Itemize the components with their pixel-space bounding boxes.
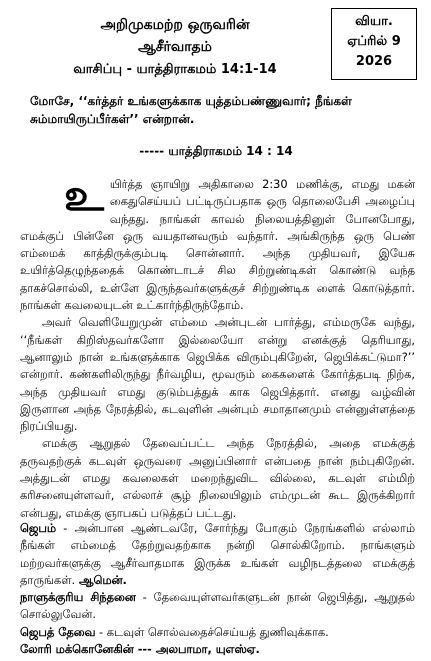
date-month-day: ஏப்ரில் 9: [347, 34, 401, 49]
drop-cap: உ: [64, 170, 104, 221]
author-line: லோரி மக்கொனேகின் --- அலபாமா, யுஎஸ்ஏ.: [20, 642, 260, 657]
closing-section: [20, 520, 415, 658]
key-verse: மோசே, ‘‘கர்த்தர் உங்களுக்காக யுத்தம்பண்ணுவார்; நீங்கள் சும்மாயிருப்பீர்கள்’’ என்றான்.: [30, 94, 352, 126]
body-paragraph-1-text: யிர்த்த ஞாயிறு அதிகாலை 2:30 மணிக்கு, எமது மகன் கைதுசெய்யப் பட்டிருப்பதாக ஒரு தொலைபேசி அழைப்பு வந்தது. நாங்கள் காவல் நிலையத்தினுள் போனபோது, எமக்குப் பின்னே ஒரு வயதானவரும் வந்தார். அங்கிருந்த ஒரு பெண் எம்மைக் காத்திருக்கும்படி சொன்னார். அந்த முதியவர், இயேசு உயிர்த்தெழுந்ததைக் கொண்டாடச் சில சிற்றுண்டிகள் கொண்டு வந்த தாகச்சொல்லி, உள்ளே இருந்தவர்களுக்குச் சிற்றுண்டிக ளைக் கொடுத்தார். நாங்கள் கவலையுடன் உட்கார்ந்திருந்தோம்.: [20, 177, 415, 313]
prayer-paragraph: [20, 520, 415, 589]
prayer-need-label: ஜெபத் தேவை: [20, 624, 96, 639]
prayer-amen: ஆமென்.: [75, 572, 127, 587]
date-year: 2026: [355, 54, 393, 69]
prayer-label: ஜெபம்: [20, 521, 57, 535]
body-paragraph-2: அவர் வெளியேறுமுன் எம்மை அன்புடன் பார்த்து, எம்மருகே வந்து, ‘‘நீங்கள் கிறிஸ்தவர்களோ இல்லையோ என்று எனக்குத் தெரியாது, ஆனாலும் நான் உங்களுக்காக ஜெபிக்க விரும்புகிறேன், ஜெபிக்கட்டுமா?’’ என்றார். கண்களிலிருந்து நீர்வழிய, மூவரும் கைகளைக் கோர்த்தபடி நிற்க, அந்த முதியவர் எமது குடும்பத்துக் காக ஜெபித்தார். எனது வழ்வின் இருளான அந்த நேரத்தில், கடவுளின் அன்பும் சமாதானமும் என்னுள்ளத்தை நிரப்பியது.: [20, 315, 415, 434]
body-paragraph-3: எமக்கு ஆறுதல் தேவைப்பட்ட அந்த நேரத்தில், அதை எமக்குத் தருவதற்குக் கடவுள் ஒருவரை அனுப்பினார் என்பதை நான் நம்புகிறேன். அத்துடன் எமது கவலைகள் மறைந்துவிட வில்லை, கடவுள் எம்மிற் கரிசனையுள்ளவர், எல்லாச் சூழ் நிலையிலும் எம்முடன் கூட இருக்கிறார் என்பது, எமக்கு ஞாபகப் படுத்தப் பட்டது.: [20, 436, 415, 520]
thought-text: - தேவையுள்ளவர்களுடன் நான் ஜெபித்து, ஆறுதல் சொல்லுவேன்.: [20, 590, 415, 622]
prayer-need-paragraph: [20, 624, 415, 641]
thought-paragraph: [20, 589, 415, 624]
devotional-body: [20, 170, 415, 522]
body-paragraph-1: [20, 170, 415, 314]
key-verse-reference: ----- யாத்திராகமம் 14 : 14: [139, 144, 293, 158]
page-subtitle: ஆசீர்வாதம்: [138, 39, 212, 55]
prayer-text: - அன்பான ஆண்டவரே, சோர்ந்து போகும் நேரங்களில் எல்லாம் நீங்கள் எம்மைத் தேற்றுவதற்காக நன்றி சொல்கிறோம். நாங்களும் மற்றவர்களுக்கு ஆசீர்வாதமாக இருக்க உங்கள் வழிநடத்தலை எமக்குத் தாருங்கள்.: [20, 521, 415, 587]
page-title: அறிமுகமற்ற ஒருவரின்: [100, 17, 250, 33]
scripture-reading: வாசிப்பு - யாத்திராகமம் 14:1-14: [73, 62, 277, 77]
date-weekday: வியா.: [355, 14, 393, 29]
prayer-need-text: - கடவுள் சொல்வதைச்செய்யத் துணிவுக்காக.: [95, 624, 329, 639]
date-box: [331, 8, 417, 80]
thought-label: நாளுக்குரிய சிந்தனை: [20, 590, 136, 605]
